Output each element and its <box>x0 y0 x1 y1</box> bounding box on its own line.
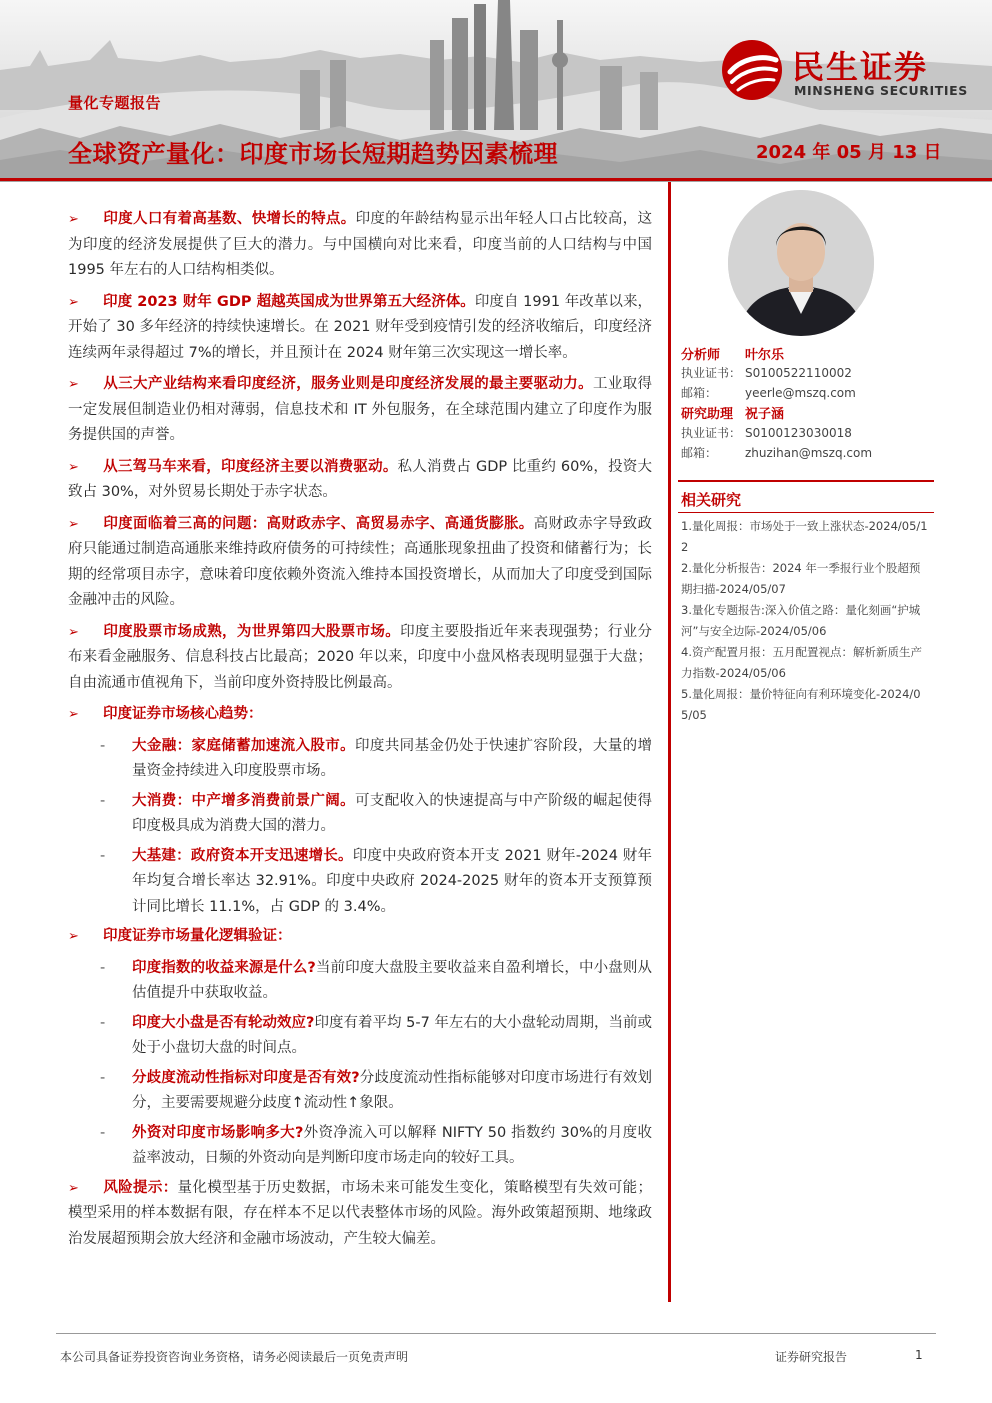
column-divider <box>668 182 671 1302</box>
analyst-cert-row: 执业证书： S0100522110002 <box>681 366 852 380</box>
report-title: 全球资产量化：印度市场长短期趋势因素梳理 <box>68 140 558 168</box>
summary-bullet: ➢ 印度人口有着高基数、快增长的特点。印度的年龄结构显示出年轻人口占比较高，这为印度的经济发展提供了巨大的潜力。与中国横向对比来看，印度当前的人口结构与中国 1995 年左右的人口结构相类似。 <box>68 207 652 284</box>
minsheng-logo <box>720 38 970 102</box>
related-rule-bottom <box>678 512 934 513</box>
related-rule-top <box>678 480 934 482</box>
arrow-icon: ➢ <box>68 1180 79 1196</box>
logo-english-name: MINSHENG SECURITIES <box>794 83 968 98</box>
analyst-photo <box>728 190 874 336</box>
footer-rule <box>56 1333 936 1334</box>
footer-disclaimer: 本公司具备证券投资咨询业务资格，请务必阅读最后一页免责声明 <box>60 1350 409 1364</box>
logic-item: - 印度指数的收益来源是什么?当前印度大盘股主要收益来自盈利增长，中小盘则从估值提升中获取收益。 <box>100 959 652 1001</box>
summary-bullet: ➢ 从三大产业结构来看印度经济，服务业则是印度经济发展的最主要驱动力。工业取得一定发展但制造业仍相对薄弱，信息技术和 IT 外包服务，在全球范围内建立了印度作为服务提供国的声誉。 <box>68 372 652 449</box>
arrow-icon: ➢ <box>68 624 79 640</box>
related-research-item[interactable]: 2.量化分析报告：2024 年一季报行业个股超预期扫描-2024/05/07 <box>681 561 921 596</box>
summary-bullet: ➢ 印度面临着三高的问题：高财政赤字、高贸易赤字、高通货膨胀。高财政赤字导致政府只能通过制造高通胀来维持政府债务的可持续性；高通胀现象扭曲了投资和储蓄行为；长期的经常项目赤字，意味着印度依赖外资流入维持本国投资增长，从而加大了印度受到国际金融冲击的风险。 <box>68 512 652 614</box>
trend-item: - 大金融：家庭储蓄加速流入股市。印度共同基金仍处于快速扩容阶段，大量的增量资金持续进入印度股票市场。 <box>100 737 652 779</box>
arrow-icon: ➢ <box>68 459 79 475</box>
report-date: 2024 年 05 月 13 日 <box>756 142 942 163</box>
logo-chinese-name: 民生证券 <box>792 48 929 86</box>
analyst-email-link[interactable]: yeerle@mszq.com <box>745 386 856 400</box>
trend-item: - 大消费：中产增多消费前景广阔。可支配收入的快速提高与中产阶级的崛起使得印度极具成为消费大国的潜力。 <box>100 792 652 834</box>
arrow-icon: ➢ <box>68 929 79 944</box>
related-research-item[interactable]: 4.资产配置月报：五月配置视点：解析新质生产力指数-2024/05/06 <box>681 645 922 680</box>
risk-warning: ➢ 风险提示：量化模型基于历史数据，市场未来可能发生变化，策略模型有失效可能；模型采用的样本数据有限，存在样本不足以代表整体市场的风险。海外政策超预期、地缘政治发展超预期会放大经济和金融市场波动，产生较大偏差。 <box>68 1176 652 1253</box>
related-research-item[interactable]: 1.量化周报：市场处于一致上涨状态-2024/05/12 <box>681 519 928 554</box>
related-research-item[interactable]: 3.量化专题报告:深入价值之路：量化刻画“护城河”与安全边际-2024/05/06 <box>681 603 921 638</box>
analyst-name: 叶尔乐 <box>745 348 785 363</box>
summary-bullet: ➢ 印度股票市场成熟，为世界第四大股票市场。印度主要股指近年来表现强势；行业分布来看金融服务、信息科技占比最高；2020 年以来，印度中小盘风格表现明显强于大盘；自由流通市值视角下，当前印度外资持股比例最高。 <box>68 620 652 697</box>
summary-bullet: ➢ 印度 2023 财年 GDP 超越英国成为世界第五大经济体。印度自 1991 年改革以来，开始了 30 多年经济的持续快速增长。在 2021 财年受到疫情引发的经济收缩后，印度经济连续两年录得超过 7%的增长，并且预计在 2024 财年第三次实现这一增长率。 <box>68 290 652 367</box>
assistant-cert-row: 执业证书： S0100123030018 <box>681 426 852 440</box>
arrow-icon: ➢ <box>68 212 79 227</box>
trend-item: - 大基建：政府资本开支迅速增长。印度中央政府资本开支 2021 财年-2024 财年年均复合增长率达 32.91%。印度中央政府 2024-2025 财年的资本开支预算预计同比增长 11.1%，占 GDP 的 3.4%。 <box>100 847 652 915</box>
related-research-item[interactable]: 5.量化周报：量价特征向有利环境变化-2024/05/05 <box>681 687 921 722</box>
summary-body <box>68 207 652 1258</box>
minsheng-logo-icon <box>720 38 784 102</box>
assistant-row: 研究助理 祝子涵 <box>681 407 785 422</box>
page-number: 1 <box>915 1348 923 1362</box>
arrow-icon: ➢ <box>68 377 79 392</box>
logic-heading: ➢ 印度证券市场量化逻辑验证： <box>68 924 652 950</box>
header-rule <box>0 178 992 181</box>
arrow-icon: ➢ <box>68 707 79 722</box>
analyst-portrait-image <box>728 190 874 336</box>
logic-item: - 印度大小盘是否有轮动效应?印度有着平均 5-7 年左右的大小盘轮动周期，当前或处于小盘切大盘的时间点。 <box>100 1014 652 1056</box>
assistant-email-row: 邮箱： zhuzihan@mszq.com <box>681 446 873 460</box>
assistant-name: 祝子涵 <box>745 407 785 422</box>
logic-item: - 分歧度流动性指标对印度是否有效?分歧度流动性指标能够对印度市场进行有效划分，主要需要规避分歧度↑流动性↑象限。 <box>100 1069 653 1111</box>
arrow-icon: ➢ <box>68 516 79 532</box>
related-research-list <box>681 516 929 726</box>
footer-doc-type: 证券研究报告 <box>775 1350 848 1364</box>
assistant-email-link[interactable]: zhuzihan@mszq.com <box>745 446 873 460</box>
analyst-email-row: 邮箱： yeerle@mszq.com <box>681 386 856 400</box>
trends-heading: ➢ 印度证券市场核心趋势： <box>68 702 652 728</box>
arrow-icon: ➢ <box>68 294 79 310</box>
report-category: 量化专题报告 <box>68 94 162 112</box>
analyst-row: 分析师 叶尔乐 <box>681 348 785 363</box>
summary-bullet: ➢ 从三驾马车来看，印度经济主要以消费驱动。私人消费占 GDP 比重约 60%，投资大致占 30%，对外贸易长期处于赤字状态。 <box>68 455 652 506</box>
related-research-title: 相关研究 <box>681 491 742 509</box>
logic-item: - 外资对印度市场影响多大?外资净流入可以解释 NIFTY 50 指数约 30%的月度收益率波动，日频的外资动向是判断印度市场走向的较好工具。 <box>100 1124 652 1166</box>
